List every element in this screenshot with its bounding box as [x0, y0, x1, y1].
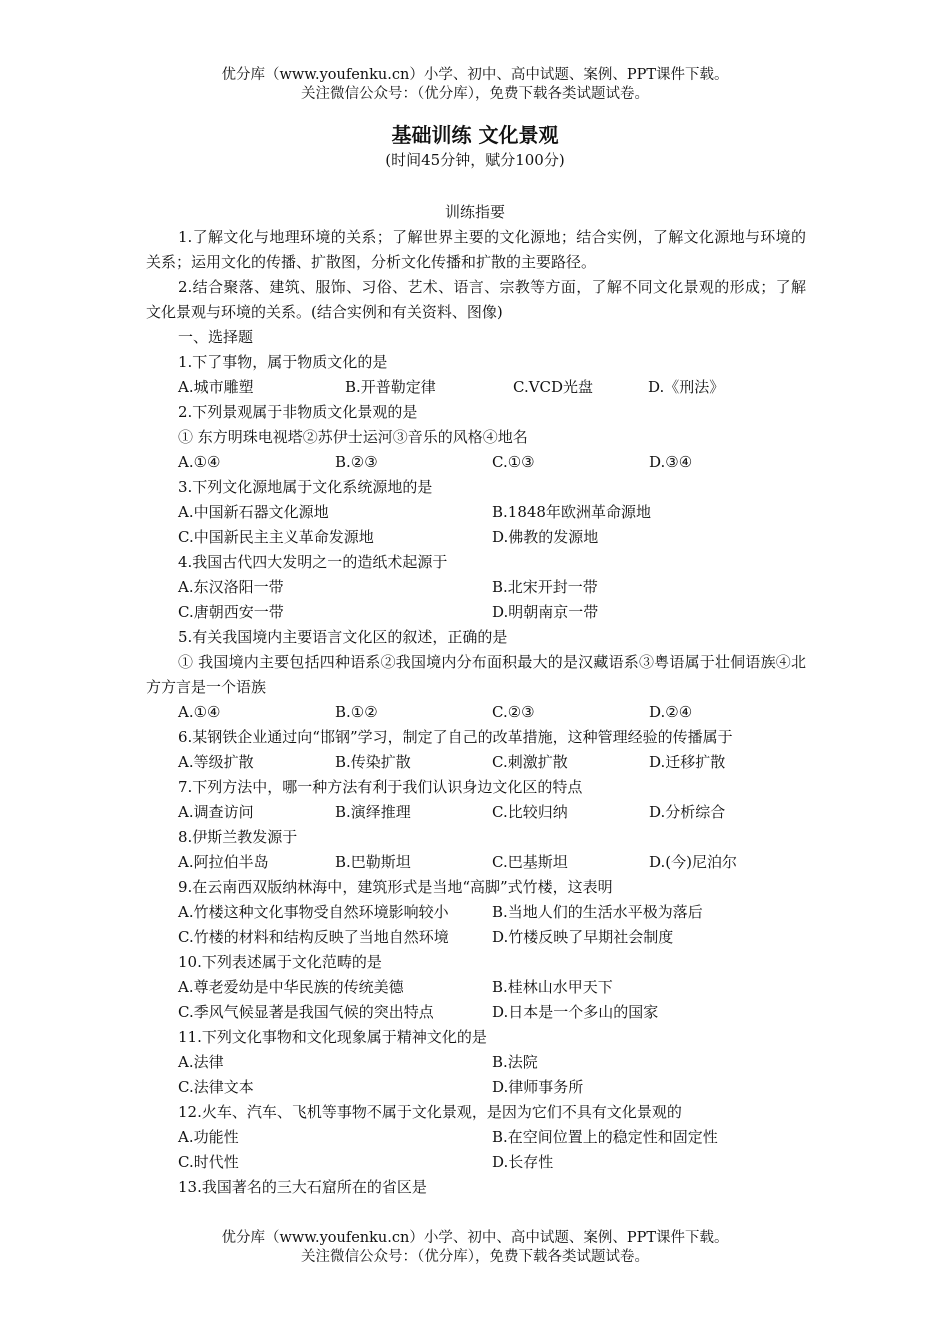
- option: A.功能性: [178, 1128, 239, 1146]
- option-row: [146, 900, 806, 925]
- option: A.调查访问: [178, 803, 254, 821]
- option: C.时代性: [178, 1153, 239, 1171]
- question-stem: 9.在云南西双版纳林海中，建筑形式是当地“高脚”式竹楼，这表明: [178, 878, 613, 896]
- option-row: [146, 1000, 806, 1025]
- option: D.日本是一个多山的国家: [492, 1003, 659, 1021]
- question-stem: 8.伊斯兰教发源于: [178, 828, 298, 846]
- option-row: [146, 525, 806, 550]
- option: A.等级扩散: [178, 753, 254, 771]
- option: C.唐朝西安一带: [178, 603, 284, 621]
- question-stem: 6.某钢铁企业通过向“邯钢”学习，制定了自己的改革措施，这种管理经验的传播属于: [178, 728, 733, 746]
- option: D.佛教的发源地: [492, 528, 599, 546]
- question-stem: 4.我国古代四大发明之一的造纸术起源于: [178, 553, 448, 571]
- page-title: 基础训练 文化景观: [391, 123, 559, 147]
- option: B.传染扩散: [335, 753, 411, 771]
- question-stem: 2.下列景观属于非物质文化景观的是: [178, 403, 418, 421]
- question-stem: 1.下了事物，属于物质文化的是: [178, 353, 388, 371]
- option: B.当地人们的生活水平极为落后: [492, 903, 703, 921]
- option-row: [146, 1150, 806, 1175]
- guide-paragraph-1: 1.了解文化与地理环境的关系；了解世界主要的文化源地；结合实例，了解文化源地与环境的关系；运用文化的传播、扩散图，分析文化传播和扩散的主要路径。: [146, 228, 806, 271]
- option: B.演绎推理: [335, 803, 411, 821]
- header-line-1: 优分库（www.youfenku.cn）小学、初中、高中试题、案例、PPT课件下载。: [221, 67, 729, 83]
- option: C.法律文本: [178, 1078, 254, 1096]
- option: D.分析综合: [649, 803, 726, 821]
- option: A.阿拉伯半岛: [178, 853, 269, 871]
- option: B.巴勒斯坦: [335, 853, 411, 871]
- option-row: [146, 975, 806, 1000]
- option: D.长存性: [492, 1153, 554, 1171]
- option-row: [146, 600, 806, 625]
- option: D.迁移扩散: [649, 753, 726, 771]
- option: A.①④: [178, 703, 221, 721]
- question-stem: 12.火车、汽车、飞机等事物不属于文化景观，是因为它们不具有文化景观的: [178, 1103, 682, 1121]
- option: D.《刑法》: [648, 378, 725, 396]
- option: C.VCD光盘: [513, 378, 594, 396]
- option: D.②④: [649, 703, 693, 721]
- option: C.比较归纳: [492, 803, 568, 821]
- option: D.③④: [649, 453, 693, 471]
- guide-paragraph-2: 2.结合聚落、建筑、服饰、习俗、艺术、语言、宗教等方面，了解不同文化景观的形成；了解文化景观与环境的关系。(结合实例和有关资料、图像): [146, 278, 806, 321]
- option: D.律师事务所: [492, 1078, 584, 1096]
- option-row: [146, 575, 806, 600]
- option: C.季风气候显著是我国气候的突出特点: [178, 1003, 434, 1021]
- option: A.东汉洛阳一带: [178, 578, 284, 596]
- question-subitems: ① 东方明珠电视塔②苏伊士运河③音乐的风格④地名: [178, 428, 528, 446]
- question-stem: 13.我国著名的三大石窟所在的省区是: [178, 1178, 427, 1196]
- option: D.明朝南京一带: [492, 603, 599, 621]
- option: A.中国新石器文化源地: [178, 503, 329, 521]
- option: A.城市雕塑: [178, 378, 254, 396]
- section-heading: 一、选择题: [178, 328, 254, 346]
- document-body: [146, 225, 806, 1200]
- option: B.开普勒定律: [345, 378, 436, 396]
- option: A.①④: [178, 453, 221, 471]
- option: C.竹楼的材料和结构反映了当地自然环境: [178, 928, 449, 946]
- option: C.①③: [492, 453, 535, 471]
- footer-line-2: 关注微信公众号：（优分库），免费下载各类试题试卷。: [301, 1249, 649, 1265]
- question-stem: 11.下列文化事物和文化现象属于精神文化的是: [178, 1028, 487, 1046]
- page-subtitle: (时间45分钟，赋分100分): [385, 151, 565, 169]
- footer-line-1: 优分库（www.youfenku.cn）小学、初中、高中试题、案例、PPT课件下载。: [221, 1230, 729, 1246]
- option: B.①②: [335, 703, 378, 721]
- option: A.尊老爱幼是中华民族的传统美德: [178, 978, 404, 996]
- question-stem: 3.下列文化源地属于文化系统源地的是: [178, 478, 433, 496]
- option: A.竹楼这种文化事物受自然环境影响较小: [178, 903, 449, 921]
- option: B.法院: [492, 1053, 538, 1071]
- option-row: [146, 850, 806, 875]
- header-line-2: 关注微信公众号：（优分库），免费下载各类试题试卷。: [301, 86, 649, 102]
- option-row: [146, 800, 806, 825]
- option: C.巴基斯坦: [492, 853, 568, 871]
- option: B.桂林山水甲天下: [492, 978, 613, 996]
- option-row: [146, 1075, 806, 1100]
- option: B.②③: [335, 453, 378, 471]
- option-row: [146, 1050, 806, 1075]
- guide-heading: 训练指要: [444, 203, 505, 221]
- question-stem: 5.有关我国境内主要语言文化区的叙述，正确的是: [178, 628, 508, 646]
- option-row: [146, 925, 806, 950]
- option: D.竹楼反映了早期社会制度: [492, 928, 674, 946]
- question-stem: 7.下列方法中，哪一种方法有利于我们认识身边文化区的特点: [178, 778, 583, 796]
- option: C.②③: [492, 703, 535, 721]
- option: B.在空间位置上的稳定性和固定性: [492, 1128, 718, 1146]
- option-row: [146, 1125, 806, 1150]
- option-row: [146, 750, 806, 775]
- option-row: [146, 375, 806, 400]
- option: C.刺激扩散: [492, 753, 568, 771]
- option: A.法律: [178, 1053, 224, 1071]
- option: B.北宋开封一带: [492, 578, 598, 596]
- option-row: [146, 500, 806, 525]
- option: C.中国新民主主义革命发源地: [178, 528, 374, 546]
- option-row: [146, 700, 806, 725]
- question-subitems: ① 我国境内主要包括四种语系②我国境内分布面积最大的是汉藏语系③粤语属于壮侗语族④北方方言是一个语族: [146, 653, 806, 696]
- option: B.1848年欧洲革命源地: [492, 503, 651, 521]
- option: D.(今)尼泊尔: [649, 853, 737, 871]
- question-stem: 10.下列表述属于文化范畴的是: [178, 953, 382, 971]
- option-row: [146, 450, 806, 475]
